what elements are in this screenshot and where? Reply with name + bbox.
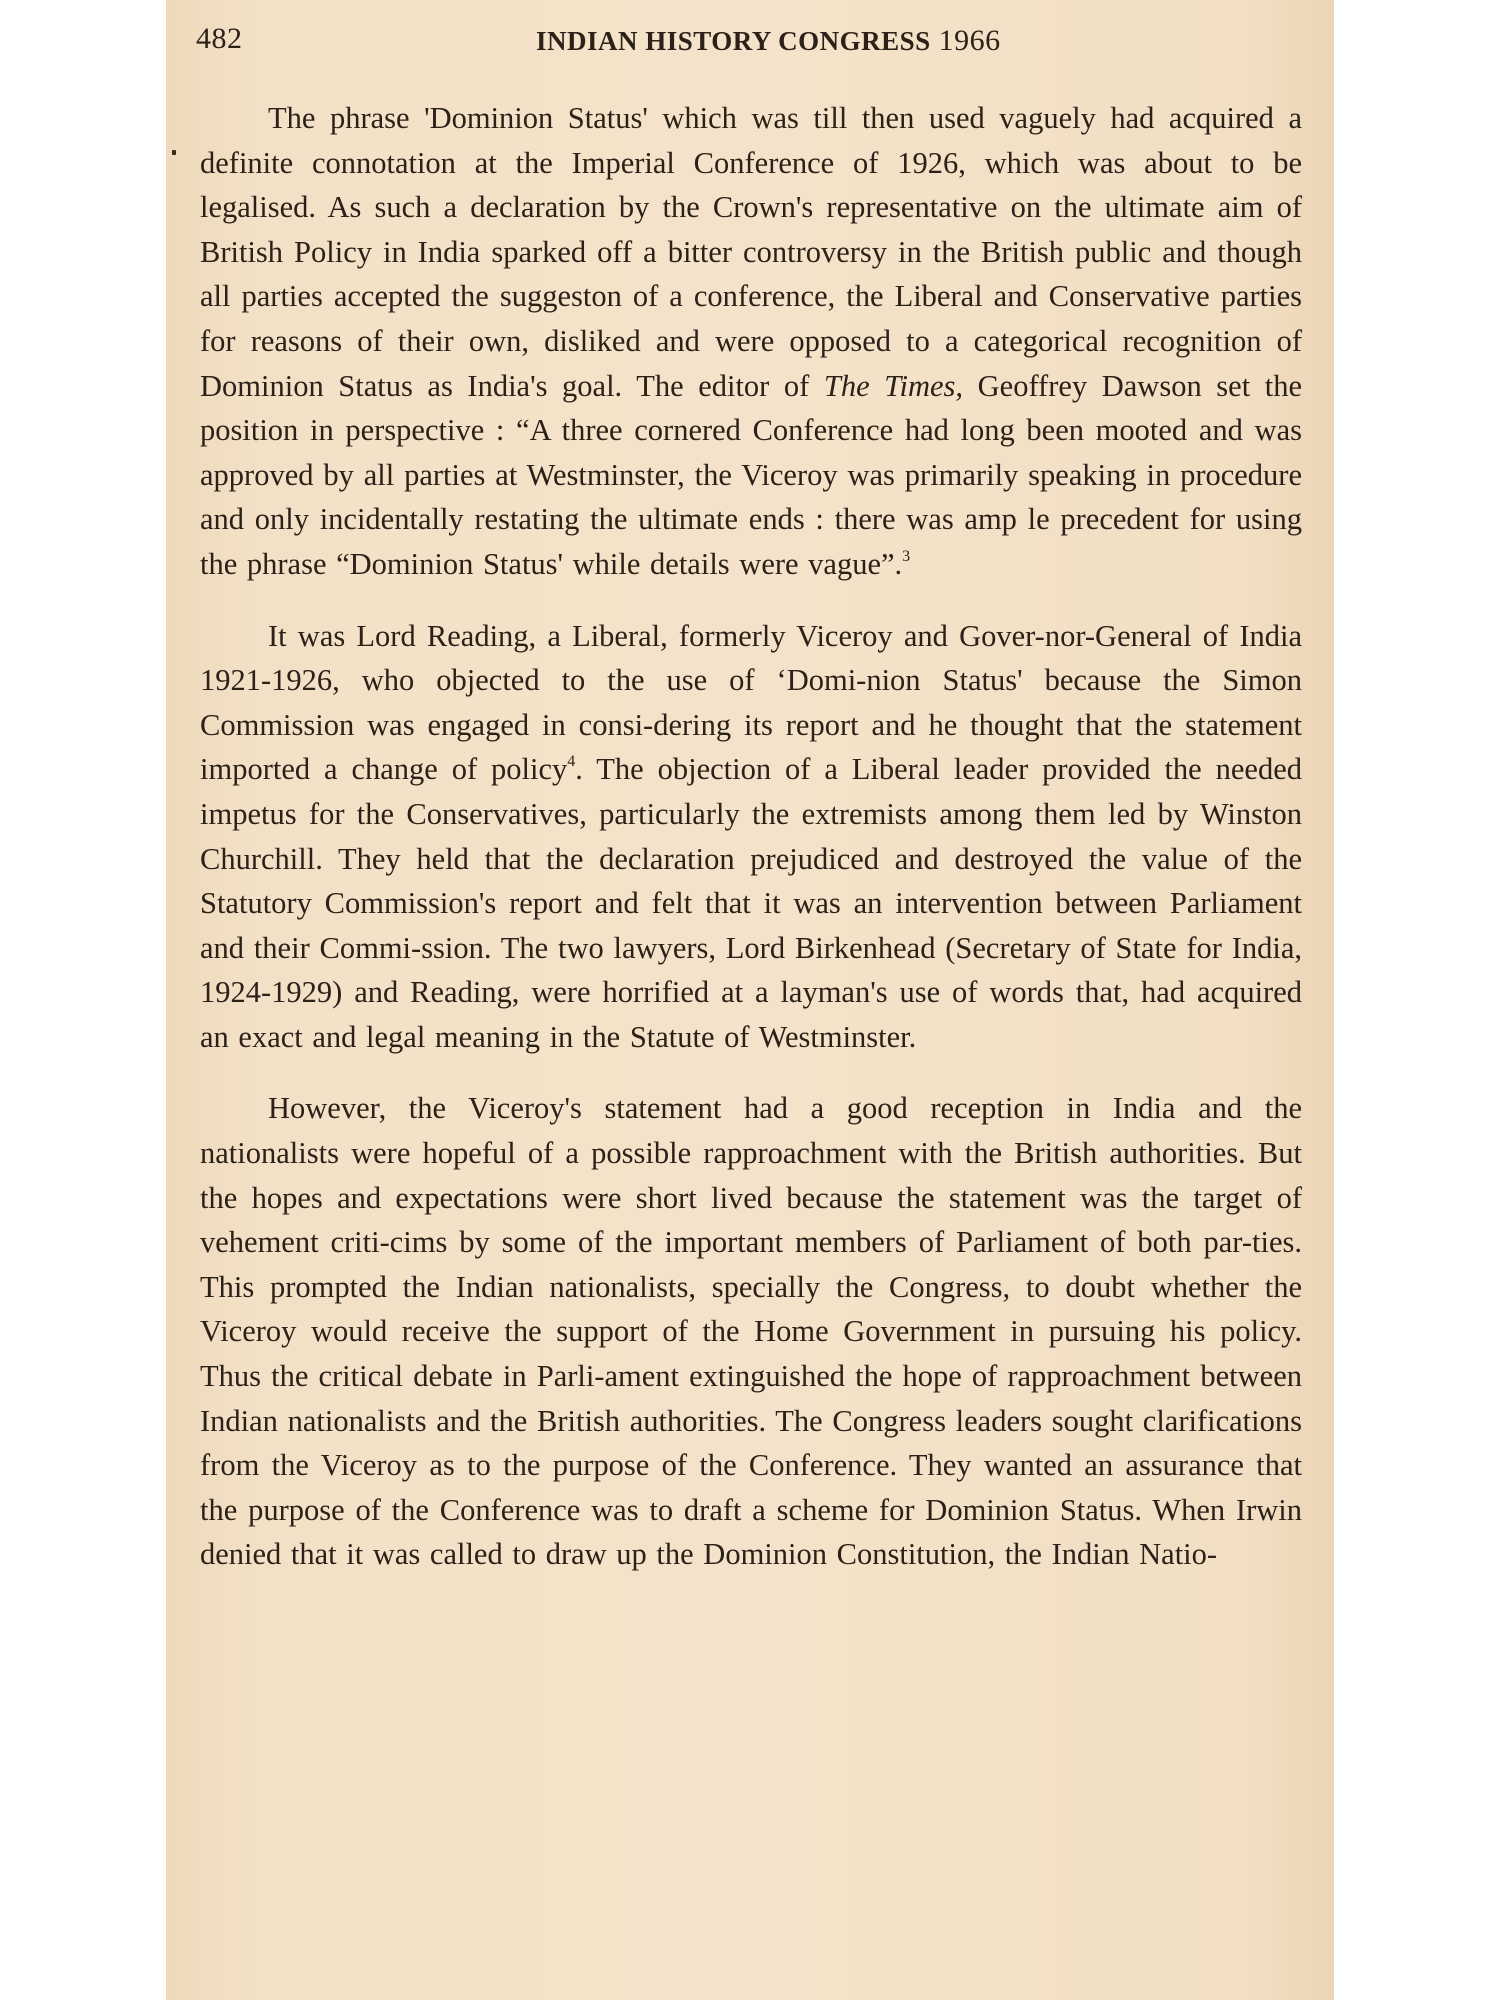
paragraph-1 [200, 96, 1302, 587]
paragraph-1-text-b: Geoffrey Dawson set the position in perspective : “A three cornered Conference had long been mooted and was approved by all parties at Westminster, the Viceroy was primarily speaking in procedure and only incidentally restating the ultimate ends : there was amp le precedent for using the phrase “Dominion Status' while details were vague”. [200, 368, 1303, 581]
newspaper-title: The Times, [823, 368, 964, 403]
running-title-year: 1966 [938, 24, 1001, 57]
body-text [200, 96, 1302, 1577]
paragraph-3 [200, 1086, 1302, 1577]
paragraph-2-text-b: . The objection of a Liberal leader provided the needed impetus for the Conservatives, particularly the extremists among them led by Winston Churchill. They held that the declaration prejudiced and destroyed the value of the Statutory Commission's report and felt that it was an intervention between Parliament and their Commi-ssion. The two lawyers, Lord Birkenhead (Secretary of State for India, 1924-1929) and Reading, were horrified at a layman's use of words that, had acquired an exact and legal meaning in the Statute of Westminster. [200, 752, 1302, 1054]
page-number: 482 [196, 22, 243, 55]
paragraph-2 [200, 614, 1302, 1060]
footnote-ref-3: 3 [902, 547, 911, 565]
page-header [196, 22, 1004, 66]
book-page [166, 0, 1334, 2000]
footnote-ref-4: 4 [567, 753, 576, 771]
paragraph-1-text-a: The phrase 'Dominion Status' which was till then used vaguely had acquired a definite connotation at the Imperial Conference of 1926, which was about to be legalised. As such a declaration by the Crown's representative on the ultimate aim of British Policy in India sparked off a bitter controversy in the British public and though all parties accepted the suggeston of a conference, the Liberal and Conservative parties for reasons of their own, disliked and were opposed to a categorical recognition of Dominion Status as India's goal. The editor of [200, 101, 1302, 403]
paragraph-2-text-a: It was Lord Reading, a Liberal, formerly Viceroy and Gover-nor-General of India 1921-1926, who objected to the use of ‘Domi-nion Status' because the Simon Commission was engaged in consi-dering its report and he thought that the statement imported a change of policy [200, 618, 1302, 787]
paragraph-3-text: However, the Viceroy's statement had a good reception in India and the nationalists were hopeful of a possible rapproachment with the British authorities. But the hopes and expectations were short lived because the statement was the target of vehement criti-cims by some of the important members of Parliament of both par-ties. This prompted the Indian nationalists, specially the Congress, to doubt whether the Viceroy would receive the support of the Home Government in pursuing his policy. Thus the critical debate in Parli-ament extinguished the hope of rapproachment between Indian nationalists and the British authorities. The Congress leaders sought clarifications from the Viceroy as to the purpose of the Conference. They wanted an assurance that the purpose of the Conference was to draft a scheme for Dominion Status. When Irwin denied that it was called to draw up the Dominion Constitution, the Indian Natio- [200, 1091, 1302, 1572]
running-title-text: INDIAN HISTORY CONGRESS [536, 26, 931, 56]
running-title [536, 24, 1001, 58]
margin-mark [172, 150, 176, 155]
